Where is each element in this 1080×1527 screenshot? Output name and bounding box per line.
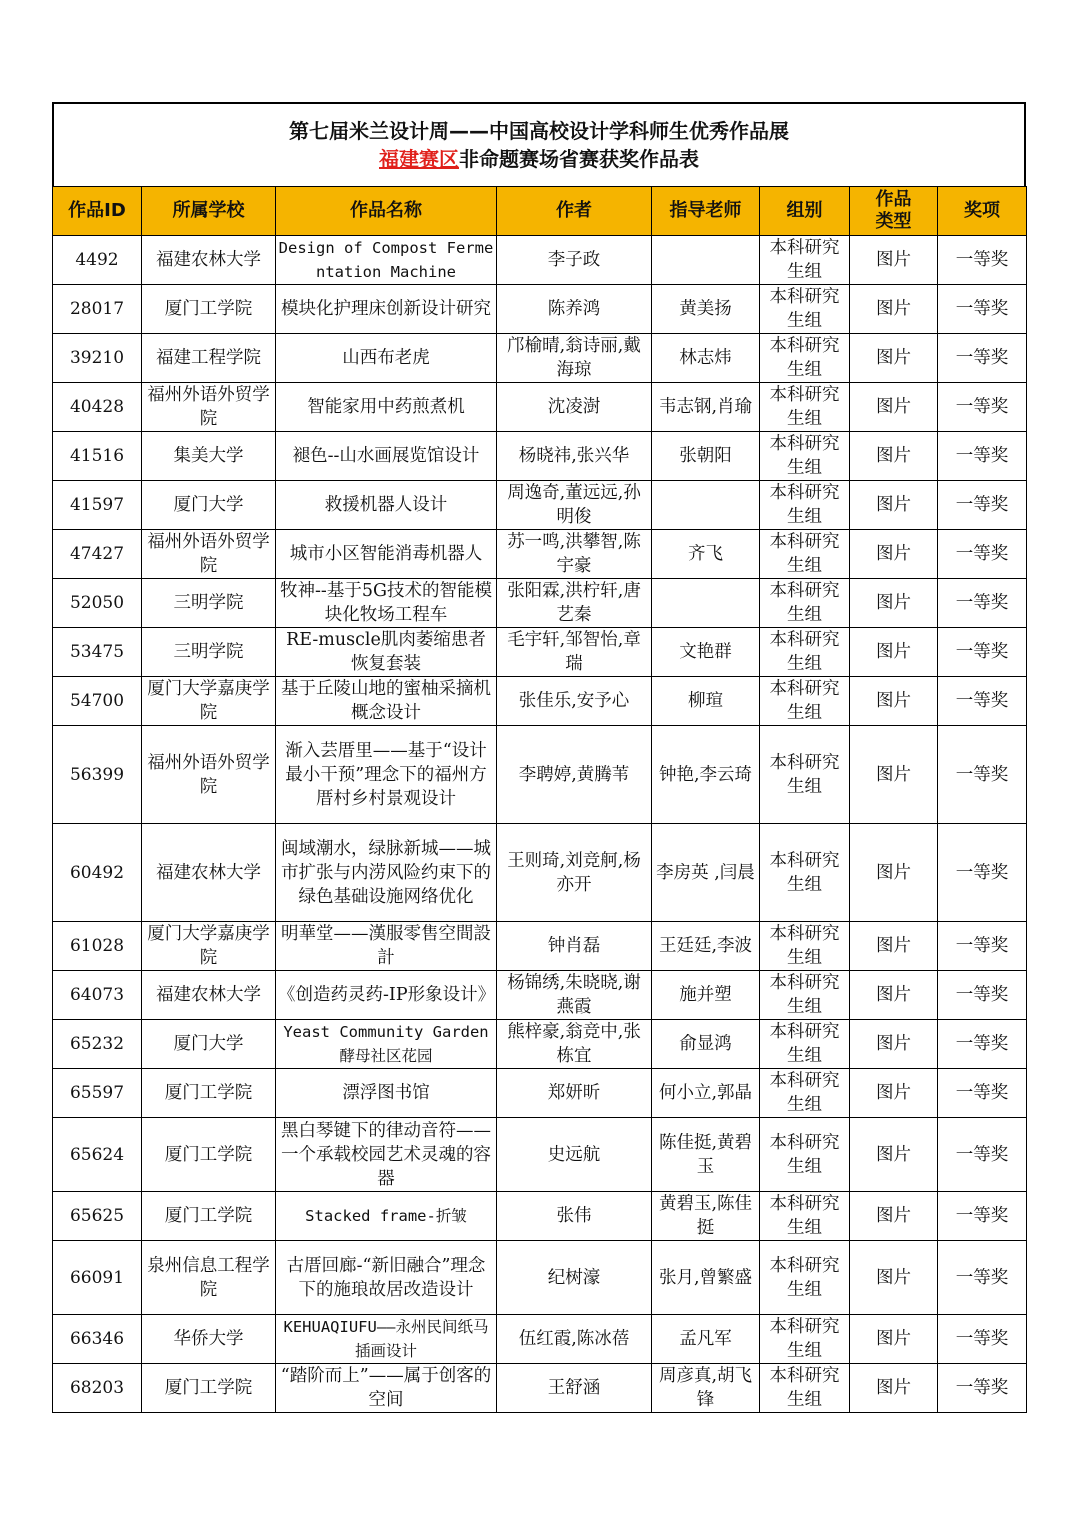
cell-group: 本科研究生组 <box>760 628 850 677</box>
table-row <box>53 824 1027 922</box>
region-label: 福建赛区 <box>379 147 459 171</box>
cell-id: 52050 <box>53 579 142 628</box>
cell-award: 一等奖 <box>938 922 1027 971</box>
title-line-1: 第七届米兰设计周——中国高校设计学科师生优秀作品展 <box>289 119 789 143</box>
cell-teacher: 施并塑 <box>652 971 760 1020</box>
title-line-2 <box>379 145 699 173</box>
header-award: 奖项 <box>938 187 1027 236</box>
cell-work-name: 救援机器人设计 <box>276 481 497 530</box>
cell-author: 杨晓祎,张兴华 <box>497 432 652 481</box>
cell-id: 4492 <box>53 236 142 285</box>
cell-work-type: 图片 <box>850 383 938 432</box>
cell-author: 苏一鸣,洪攀智,陈宇豪 <box>497 530 652 579</box>
cell-work-type: 图片 <box>850 334 938 383</box>
cell-school: 福建农林大学 <box>142 236 276 285</box>
cell-teacher: 陈佳挺,黄碧玉 <box>652 1118 760 1192</box>
cell-group: 本科研究生组 <box>760 481 850 530</box>
cell-group: 本科研究生组 <box>760 285 850 334</box>
cell-award: 一等奖 <box>938 481 1027 530</box>
cell-teacher <box>652 236 760 285</box>
cell-group: 本科研究生组 <box>760 971 850 1020</box>
cell-school: 集美大学 <box>142 432 276 481</box>
header-work-type: 作品类型 <box>850 187 938 236</box>
cell-work-type: 图片 <box>850 432 938 481</box>
cell-id: 68203 <box>53 1364 142 1413</box>
table-row <box>53 922 1027 971</box>
cell-teacher: 俞显鸿 <box>652 1020 760 1069</box>
cell-work-name: 基于丘陵山地的蜜柚采摘机概念设计 <box>276 677 497 726</box>
cell-work-type: 图片 <box>850 1364 938 1413</box>
cell-work-type: 图片 <box>850 481 938 530</box>
cell-work-name: 古厝回廊-“新旧融合”理念下的施琅故居改造设计 <box>276 1241 497 1315</box>
cell-id: 39210 <box>53 334 142 383</box>
table-row <box>53 1364 1027 1413</box>
cell-school: 福建农林大学 <box>142 824 276 922</box>
cell-group: 本科研究生组 <box>760 824 850 922</box>
cell-id: 65625 <box>53 1192 142 1241</box>
cell-group: 本科研究生组 <box>760 579 850 628</box>
cell-id: 65597 <box>53 1069 142 1118</box>
cell-work-name: RE-muscle肌肉萎缩患者恢复套装 <box>276 628 497 677</box>
cell-teacher: 文艳群 <box>652 628 760 677</box>
cell-author: 王舒涵 <box>497 1364 652 1413</box>
cell-author: 李子政 <box>497 236 652 285</box>
header-author: 作者 <box>497 187 652 236</box>
cell-school: 厦门大学 <box>142 1020 276 1069</box>
title-line-2-rest: 非命题赛场省赛获奖作品表 <box>459 147 699 171</box>
cell-school: 厦门工学院 <box>142 1118 276 1192</box>
cell-id: 40428 <box>53 383 142 432</box>
cell-group: 本科研究生组 <box>760 530 850 579</box>
table-row <box>53 971 1027 1020</box>
cell-work-name: 褪色--山水画展览馆设计 <box>276 432 497 481</box>
cell-work-name: 闽域潮水，绿脉新城——城市扩张与内涝风险约束下的绿色基础设施网络优化 <box>276 824 497 922</box>
cell-group: 本科研究生组 <box>760 1118 850 1192</box>
cell-author: 周逸奇,董远远,孙明俊 <box>497 481 652 530</box>
cell-work-type: 图片 <box>850 1192 938 1241</box>
cell-teacher: 张朝阳 <box>652 432 760 481</box>
table-row <box>53 285 1027 334</box>
cell-work-name: “踏阶而上”——属于创客的空间 <box>276 1364 497 1413</box>
cell-award: 一等奖 <box>938 824 1027 922</box>
table-row <box>53 1315 1027 1364</box>
cell-group: 本科研究生组 <box>760 1315 850 1364</box>
cell-award: 一等奖 <box>938 285 1027 334</box>
cell-teacher <box>652 481 760 530</box>
cell-teacher: 林志炜 <box>652 334 760 383</box>
cell-award: 一等奖 <box>938 1315 1027 1364</box>
cell-id: 47427 <box>53 530 142 579</box>
cell-award: 一等奖 <box>938 383 1027 432</box>
cell-award: 一等奖 <box>938 971 1027 1020</box>
cell-author: 李聘婷,黄腾苇 <box>497 726 652 824</box>
cell-award: 一等奖 <box>938 1364 1027 1413</box>
cell-group: 本科研究生组 <box>760 1241 850 1315</box>
cell-group: 本科研究生组 <box>760 726 850 824</box>
cell-teacher <box>652 579 760 628</box>
cell-award: 一等奖 <box>938 334 1027 383</box>
table-row <box>53 236 1027 285</box>
cell-award: 一等奖 <box>938 579 1027 628</box>
cell-school: 泉州信息工程学院 <box>142 1241 276 1315</box>
table-row <box>53 1241 1027 1315</box>
cell-author: 杨锦绣,朱晓晓,谢燕霞 <box>497 971 652 1020</box>
cell-work-name: 模块化护理床创新设计研究 <box>276 285 497 334</box>
cell-award: 一等奖 <box>938 726 1027 824</box>
cell-teacher: 齐飞 <box>652 530 760 579</box>
cell-teacher: 张月,曾繁盛 <box>652 1241 760 1315</box>
cell-work-type: 图片 <box>850 1069 938 1118</box>
cell-author: 史远航 <box>497 1118 652 1192</box>
cell-id: 66091 <box>53 1241 142 1315</box>
cell-school: 福建农林大学 <box>142 971 276 1020</box>
cell-school: 福建工程学院 <box>142 334 276 383</box>
cell-id: 60492 <box>53 824 142 922</box>
cell-group: 本科研究生组 <box>760 432 850 481</box>
cell-work-type: 图片 <box>850 1020 938 1069</box>
cell-id: 41516 <box>53 432 142 481</box>
cell-school: 厦门工学院 <box>142 1069 276 1118</box>
cell-id: 65232 <box>53 1020 142 1069</box>
cell-award: 一等奖 <box>938 1192 1027 1241</box>
cell-author: 陈养鸿 <box>497 285 652 334</box>
cell-id: 66346 <box>53 1315 142 1364</box>
cell-work-type: 图片 <box>850 285 938 334</box>
cell-author: 张伟 <box>497 1192 652 1241</box>
table-row <box>53 1118 1027 1192</box>
cell-school: 厦门大学 <box>142 481 276 530</box>
cell-author: 纪树濠 <box>497 1241 652 1315</box>
cell-author: 沈凌澍 <box>497 383 652 432</box>
cell-teacher: 韦志钢,肖瑜 <box>652 383 760 432</box>
cell-id: 64073 <box>53 971 142 1020</box>
cell-work-name: Yeast Community Garden 酵母社区花园 <box>276 1020 497 1069</box>
cell-work-name: 漂浮图书馆 <box>276 1069 497 1118</box>
cell-group: 本科研究生组 <box>760 334 850 383</box>
cell-school: 华侨大学 <box>142 1315 276 1364</box>
cell-teacher: 何小立,郭晶 <box>652 1069 760 1118</box>
table-row <box>53 579 1027 628</box>
cell-school: 厦门大学嘉庚学院 <box>142 922 276 971</box>
cell-teacher: 李房英 ,闫晨 <box>652 824 760 922</box>
cell-award: 一等奖 <box>938 677 1027 726</box>
cell-work-name: 渐入芸厝里——基于“设计最小干预”理念下的福州方厝村乡村景观设计 <box>276 726 497 824</box>
cell-author: 钟肖磊 <box>497 922 652 971</box>
header-work-name: 作品名称 <box>276 187 497 236</box>
cell-award: 一等奖 <box>938 628 1027 677</box>
cell-work-type: 图片 <box>850 530 938 579</box>
table-row <box>53 432 1027 481</box>
title-box <box>52 102 1026 186</box>
cell-school: 厦门大学嘉庚学院 <box>142 677 276 726</box>
cell-group: 本科研究生组 <box>760 1364 850 1413</box>
cell-id: 65624 <box>53 1118 142 1192</box>
header-teacher: 指导老师 <box>652 187 760 236</box>
cell-award: 一等奖 <box>938 1020 1027 1069</box>
cell-group: 本科研究生组 <box>760 1192 850 1241</box>
cell-id: 53475 <box>53 628 142 677</box>
table-row <box>53 628 1027 677</box>
cell-award: 一等奖 <box>938 432 1027 481</box>
cell-work-type: 图片 <box>850 1118 938 1192</box>
header-id: 作品ID <box>53 187 142 236</box>
cell-id: 56399 <box>53 726 142 824</box>
cell-teacher: 黄碧玉,陈佳挺 <box>652 1192 760 1241</box>
cell-id: 54700 <box>53 677 142 726</box>
cell-school: 三明学院 <box>142 628 276 677</box>
cell-teacher: 王廷廷,李波 <box>652 922 760 971</box>
cell-work-type: 图片 <box>850 628 938 677</box>
cell-work-type: 图片 <box>850 579 938 628</box>
table-row <box>53 677 1027 726</box>
cell-work-type: 图片 <box>850 677 938 726</box>
cell-group: 本科研究生组 <box>760 1020 850 1069</box>
cell-group: 本科研究生组 <box>760 1069 850 1118</box>
cell-teacher: 柳瑄 <box>652 677 760 726</box>
cell-work-type: 图片 <box>850 1315 938 1364</box>
cell-school: 三明学院 <box>142 579 276 628</box>
table-row <box>53 334 1027 383</box>
cell-school: 厦门工学院 <box>142 1364 276 1413</box>
cell-work-name: 智能家用中药煎煮机 <box>276 383 497 432</box>
cell-work-type: 图片 <box>850 236 938 285</box>
header-row <box>53 187 1027 236</box>
cell-group: 本科研究生组 <box>760 236 850 285</box>
cell-school: 福州外语外贸学院 <box>142 530 276 579</box>
cell-school: 厦门工学院 <box>142 1192 276 1241</box>
table-row <box>53 726 1027 824</box>
table-row <box>53 1020 1027 1069</box>
cell-school: 福州外语外贸学院 <box>142 383 276 432</box>
cell-author: 毛宇轩,邹智怡,章瑞 <box>497 628 652 677</box>
cell-teacher: 周彦真,胡飞锋 <box>652 1364 760 1413</box>
cell-id: 28017 <box>53 285 142 334</box>
table-row <box>53 530 1027 579</box>
cell-award: 一等奖 <box>938 236 1027 285</box>
cell-teacher: 钟艳,李云琦 <box>652 726 760 824</box>
table-row <box>53 1192 1027 1241</box>
table-row <box>53 383 1027 432</box>
cell-author: 邝榆晴,翁诗丽,戴海琼 <box>497 334 652 383</box>
cell-work-name: 山西布老虎 <box>276 334 497 383</box>
cell-author: 张阳霖,洪柠轩,唐艺秦 <box>497 579 652 628</box>
header-school: 所属学校 <box>142 187 276 236</box>
cell-work-name: 城市小区智能消毒机器人 <box>276 530 497 579</box>
cell-work-name: 《创造药灵药-IP形象设计》 <box>276 971 497 1020</box>
award-sheet <box>52 102 1026 1413</box>
cell-work-name: KEHUAQIUFU——永州民间纸马插画设计 <box>276 1315 497 1364</box>
cell-author: 王则琦,刘竞舸,杨亦开 <box>497 824 652 922</box>
cell-school: 福州外语外贸学院 <box>142 726 276 824</box>
table-row <box>53 1069 1027 1118</box>
cell-work-name: Design of Compost Fermentation Machine <box>276 236 497 285</box>
cell-work-type: 图片 <box>850 824 938 922</box>
cell-award: 一等奖 <box>938 1069 1027 1118</box>
cell-award: 一等奖 <box>938 530 1027 579</box>
cell-author: 熊梓豪,翁竞中,张栋宜 <box>497 1020 652 1069</box>
cell-group: 本科研究生组 <box>760 383 850 432</box>
cell-work-name: 牧神--基于5G技术的智能模块化牧场工程车 <box>276 579 497 628</box>
table-body <box>53 236 1027 1413</box>
cell-teacher: 黄美扬 <box>652 285 760 334</box>
cell-work-name: 明華堂——漢服零售空間設計 <box>276 922 497 971</box>
table-row <box>53 481 1027 530</box>
award-table <box>52 186 1027 1413</box>
cell-work-name: 黑白琴键下的律动音符——一个承载校园艺术灵魂的容器 <box>276 1118 497 1192</box>
cell-work-type: 图片 <box>850 726 938 824</box>
cell-author: 伍红霞,陈冰蓓 <box>497 1315 652 1364</box>
cell-teacher: 孟凡军 <box>652 1315 760 1364</box>
cell-work-type: 图片 <box>850 971 938 1020</box>
cell-work-type: 图片 <box>850 1241 938 1315</box>
cell-work-type: 图片 <box>850 922 938 971</box>
header-group: 组别 <box>760 187 850 236</box>
cell-id: 61028 <box>53 922 142 971</box>
cell-group: 本科研究生组 <box>760 677 850 726</box>
cell-award: 一等奖 <box>938 1241 1027 1315</box>
cell-author: 张佳乐,安予心 <box>497 677 652 726</box>
cell-school: 厦门工学院 <box>142 285 276 334</box>
cell-work-name: Stacked frame-折皱 <box>276 1192 497 1241</box>
cell-award: 一等奖 <box>938 1118 1027 1192</box>
cell-author: 郑妍昕 <box>497 1069 652 1118</box>
cell-id: 41597 <box>53 481 142 530</box>
cell-group: 本科研究生组 <box>760 922 850 971</box>
